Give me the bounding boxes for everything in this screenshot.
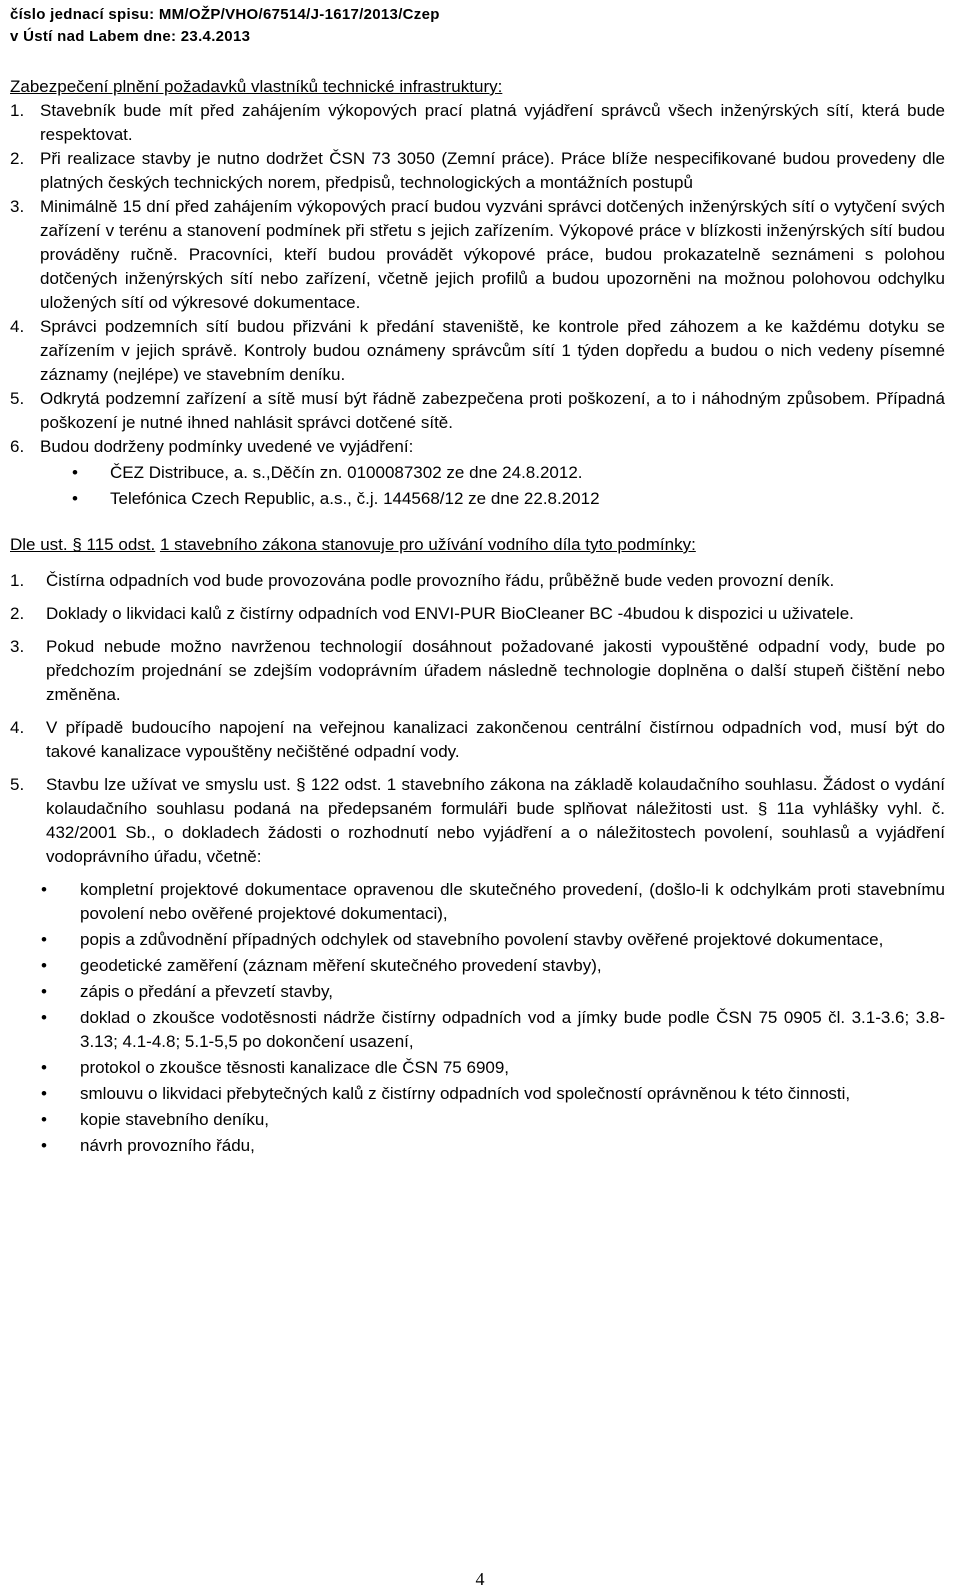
item-number: 2. <box>10 604 25 623</box>
item-number: 5. <box>10 775 25 794</box>
bullet-item <box>40 461 945 485</box>
bullet-item <box>10 878 945 926</box>
item-number: 4. <box>10 718 25 737</box>
bullet-text: návrh provozního řádu, <box>80 1136 255 1155</box>
item-number: 3. <box>10 197 25 216</box>
item-number: 4. <box>10 317 25 336</box>
bullet-icon: • <box>41 1136 47 1155</box>
deliverables-list <box>10 878 945 1158</box>
item-text: Minimálně 15 dní před zahájením výkopových prací budou vyzváni správci dotčených inženýrských sítí o vytyčení svých zařízení v terénu a stanovení podmínek při střetu s jejich zařízením. Výkopové práce v blízkosti inženýrských sítí budou prováděny ručně. Pracovníci, kteří budou provádět výkopové práce, budou prokazatelně seznámeni s polohou dotčených inženýrských sítí nebo zařízení, včetně jejich profilů a budou upozorněni na možnou polohovou odchylku uložených sítí od výkresové dokumentace. <box>40 197 945 312</box>
bullet-item <box>10 1056 945 1080</box>
list-item <box>10 147 945 195</box>
bullet-text: kopie stavebního deníku, <box>80 1110 270 1129</box>
bullet-item <box>10 1108 945 1132</box>
item-text: Čistírna odpadních vod bude provozována podle provozního řádu, průběžně bude veden provozní deník. <box>46 571 835 590</box>
bullet-text: popis a zdůvodnění případných odchylek od stavebního povolení stavby ověřené projektové dokumentace, <box>80 930 884 949</box>
list-item <box>10 195 945 315</box>
bullet-text: doklad o zkoušce vodotěsnosti nádrže čistírny odpadních vod a jímky bude podle ČSN 75 0905 čl. 3.1-3.6; 3.8-3.13; 4.1-4.8; 5.1-5,5 po dokončení usazení, <box>80 1008 945 1051</box>
item-text: Správci podzemních sítí budou přizváni k předání staveniště, ke kontrole před záhozem a ke každému dotyku se zařízením v jejich správě. Kontroly budou oznámeny správcům sítí 1 týden dopředu a budou o nich vedeny písemné záznamy (nejlépe) ve stavebním deníku. <box>40 317 945 384</box>
list-item <box>10 773 945 869</box>
bullet-icon: • <box>41 880 47 899</box>
list-item <box>10 635 945 707</box>
item-number: 2. <box>10 149 25 168</box>
bullet-icon: • <box>41 1008 47 1027</box>
bullet-item <box>10 1006 945 1054</box>
bullet-text: zápis o předání a převzetí stavby, <box>80 982 333 1001</box>
section-1-title: Zabezpečení plnění požadavků vlastníků technické infrastruktury: <box>10 77 503 96</box>
file-number: číslo jednací spisu: MM/OŽP/VHO/67514/J-1617/2013/Czep <box>10 6 440 23</box>
bullet-item <box>10 980 945 1004</box>
bullet-icon: • <box>41 1110 47 1129</box>
item-text: Stavbu lze užívat ve smyslu ust. § 122 odst. 1 stavebního zákona na základě kolaudačního souhlasu. Žádost o vydání kolaudačního souhlasu podaná na předepsaném formuláři bude splňovat náležitosti ust. § 11a vyhlášky vyhl. č. 432/2001 Sb., o dokladech žádosti o rozhodnutí nebo vyjádření a o náležitostech povolení, souhlasů a vyjádření vodoprávního úřadu, včetně: <box>46 775 945 866</box>
bullet-item <box>10 954 945 978</box>
bullet-item <box>40 487 945 511</box>
list-item <box>10 99 945 147</box>
item-number: 3. <box>10 637 25 656</box>
item-number: 1. <box>10 101 25 120</box>
document-page <box>10 4 945 1160</box>
conditions-bullets <box>40 461 945 511</box>
page-number: 4 <box>475 1569 485 1589</box>
item-text: Budou dodrženy podmínky uvedené ve vyjádření: <box>40 437 414 456</box>
item-text: V případě budoucího napojení na veřejnou kanalizaci zakončenou centrální čistírnou odpadních vod, musí být do takové kanalizace vypouštěny nečištěné odpadní vody. <box>46 718 945 761</box>
bullet-text: Telefónica Czech Republic, a.s., č.j. 144568/12 ze dne 22.8.2012 <box>110 489 600 508</box>
bullet-icon: • <box>41 930 47 949</box>
list-item <box>10 716 945 764</box>
list-item <box>10 602 945 626</box>
item-text: Odkrytá podzemní zařízení a sítě musí být řádně zabezpečena proti poškození, a to i náhodným způsobem. Případná poškození je nutné ihned nahlásit správci dotčené sítě. <box>40 389 945 432</box>
bullet-text: smlouvu o likvidaci přebytečných kalů z čistírny odpadních vod společností oprávněnou k této činnosti, <box>80 1084 851 1103</box>
bullet-text: geodetické zaměření (záznam měření skutečného provedení stavby), <box>80 956 602 975</box>
bullet-icon: • <box>41 956 47 975</box>
bullet-icon: • <box>41 982 47 1001</box>
list-item <box>10 435 945 511</box>
section-2-title <box>10 533 945 557</box>
list-item <box>10 315 945 387</box>
item-text: Doklady o likvidaci kalů z čistírny odpadních vod ENVI-PUR BioCleaner BC -4budou k dispozici u uživatele. <box>46 604 854 623</box>
bullet-text: kompletní projektové dokumentace opravenou dle skutečného provedení, (došlo-li k odchylkám proti stavebnímu povolení nebo ověřené projektové dokumentaci), <box>80 880 945 923</box>
bullet-icon: • <box>72 489 78 508</box>
item-number: 6. <box>10 437 25 456</box>
bullet-text: ČEZ Distribuce, a. s.,Děčín zn. 0100087302 ze dne 24.8.2012. <box>110 463 583 482</box>
bullet-text: protokol o zkoušce těsnosti kanalizace dle ČSN 75 6909, <box>80 1058 510 1077</box>
item-number: 1. <box>10 571 25 590</box>
item-text: Stavebník bude mít před zahájením výkopových prací platná vyjádření správců všech inženýrských sítí, která bude respektovat. <box>40 101 945 144</box>
bullet-item <box>10 1082 945 1106</box>
bullet-item <box>10 1134 945 1158</box>
place-date: v Ústí nad Labem dne: 23.4.2013 <box>10 28 251 45</box>
section-2-title-suffix: 1 stavebního zákona stanovuje pro užívání vodního díla tyto podmínky: <box>159 535 696 554</box>
item-text: Při realizace stavby je nutno dodržet ČSN 73 3050 (Zemní práce). Práce blíže nespecifikované budou provedeny dle platných českých technických norem, předpisů, technologických a montážních postupů <box>40 149 945 192</box>
item-number: 5. <box>10 389 25 408</box>
bullet-icon: • <box>41 1058 47 1077</box>
bullet-icon: • <box>41 1084 47 1103</box>
section-1-list <box>10 99 945 511</box>
section-2-title-prefix: Dle ust. § 115 odst. <box>10 535 156 554</box>
list-item <box>10 387 945 435</box>
item-text: Pokud nebude možno navrženou technologií dosáhnout požadované jakosti vypouštěné odpadní vody, bude po předchozím projednání se zdejším vodoprávním úřadem následně technologie doplněna o další stupeň čištění nebo změněna. <box>46 637 945 704</box>
bullet-item <box>10 928 945 952</box>
list-item <box>10 569 945 593</box>
section-2-list <box>10 569 945 869</box>
bullet-icon: • <box>72 463 78 482</box>
